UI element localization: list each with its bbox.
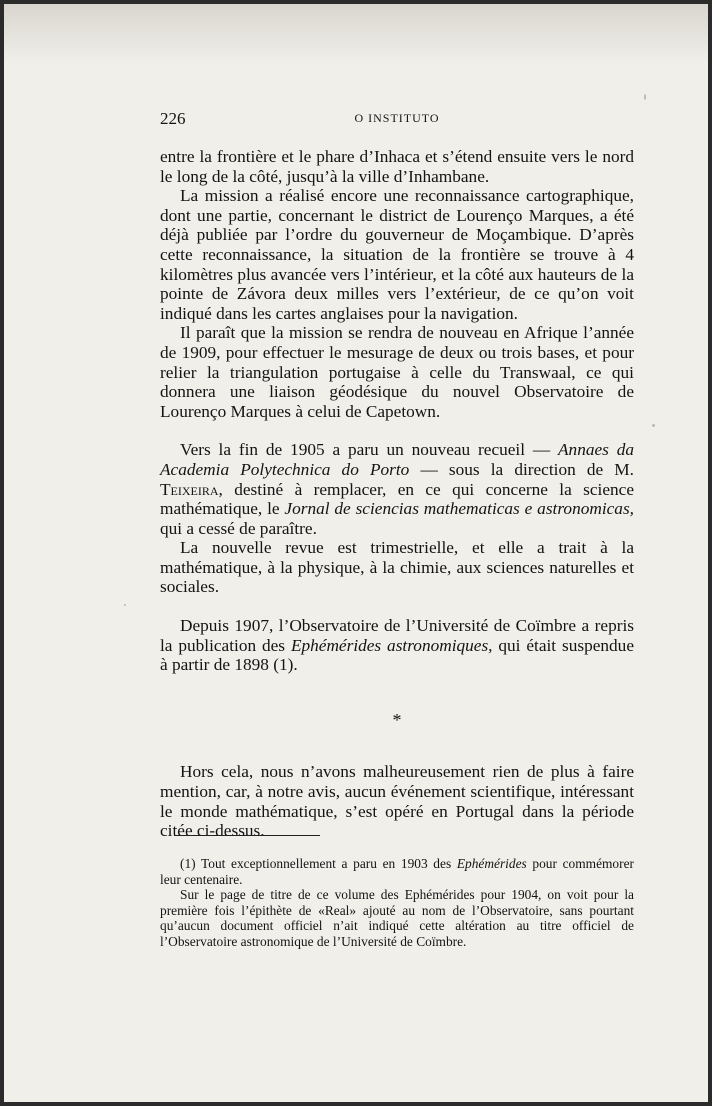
author-name-teixeira: Teixeira [160,479,219,499]
annaes-title: Annaes da Academia Polytechnica do Porto [160,440,634,479]
annaes-text-after: qui a cessé de paraître. [160,518,317,538]
paragraph-mission-afrique: Il paraît que la mission se rendra de nouveau en Afrique l’année de 1909, pour effectuer le mesurage de deux ou trois bases, et pour relier la triangulation portugaise à celle du Transwaal, ce qui donnera une liaison géodésique du nouvel Observatoire de Lourenço Marques à celui de Capetown. [160,323,634,421]
footnote-1-title: Ephémérides [456,856,527,871]
page-header [160,109,634,129]
annaes-text-mid1: — sous la direction de M. [409,459,634,479]
paragraph-inhaca: entre la frontière et le phare d’Inhaca et s’étend ensuite vers le nord le long de la côté, jusqu’à la ville d’Inhambane. [160,147,634,186]
footnote-1-after: pour commémorer leur centenaire. [160,856,634,887]
body-text [160,147,634,841]
observatoire-text-after: qui était suspendue à partir de 1898 (1). [160,635,634,675]
footnotes [160,856,634,950]
paragraph-observatoire [160,616,634,675]
jornal-title: Jornal de sciencias mathematicas e astronomicas, [284,499,634,519]
observatoire-text-before: Depuis 1907, l’Observatoire de l’Université de Coïmbre a repris la publication des [160,616,634,655]
page-shadow [4,4,708,64]
footnote-rule [174,835,320,836]
footnote-2: Sur le page de titre de ce volume des Ephémérides pour 1904, on voit pour la première fois l’épithète de «Real» ajouté au nom de l’Observatoire, sans pourtant qu’aucun document officiel n’ait indiqué cette altération au titre officiel de l’Observatoire astronomique de l’Université de Coïmbre. [160,887,634,949]
running-title: O INSTITUTO [354,111,440,125]
footnote-1-before: (1) Tout exceptionnellement a paru en 1903 des [180,856,457,871]
section-asterisk: * [392,709,402,730]
paragraph-annaes [160,440,634,538]
paragraph-closing: Hors cela, nous n’avons malheureusement rien de plus à faire mention, car, à notre avis, aucun événement scientifique, intéressant le monde mathématique, s’est opéré en Portugal dans la période citée ci-dessus. [160,762,634,841]
book-page [4,4,708,1102]
footnote-1 [160,856,634,887]
paper-speck [652,424,655,427]
paper-speck [644,94,646,100]
page-number: 226 [160,109,186,128]
paragraph-reconnaissance: La mission a réalisé encore une reconnaissance cartographique, dont une partie, concernant le district de Lourenço Marques, a été déjà publiée par l’ordre du gouverneur de Moçambique. D’après cette reconnaissance, la situation de la frontière se trouve à 4 kilomètres plus avancée vers l’intérieur, et la côté aux hauteurs de la pointe de Závora deux milles vers l’extérieur, de ce qu’on voit indiqué dans les cartes anglaises pour la navigation. [160,186,634,323]
annaes-text-before: Vers la fin de 1905 a paru un nouveau recueil — [180,440,558,460]
paper-speck [124,604,126,606]
ephemerides-title: Ephémérides astronomiques, [290,635,493,655]
paragraph-revue: La nouvelle revue est trimestrielle, et elle a trait à la mathématique, à la physique, à la chimie, aux sciences naturelles et sociales. [160,538,634,597]
annaes-text-mid2: , destiné à remplacer, en ce qui concerne la science mathématique, le [160,479,634,519]
